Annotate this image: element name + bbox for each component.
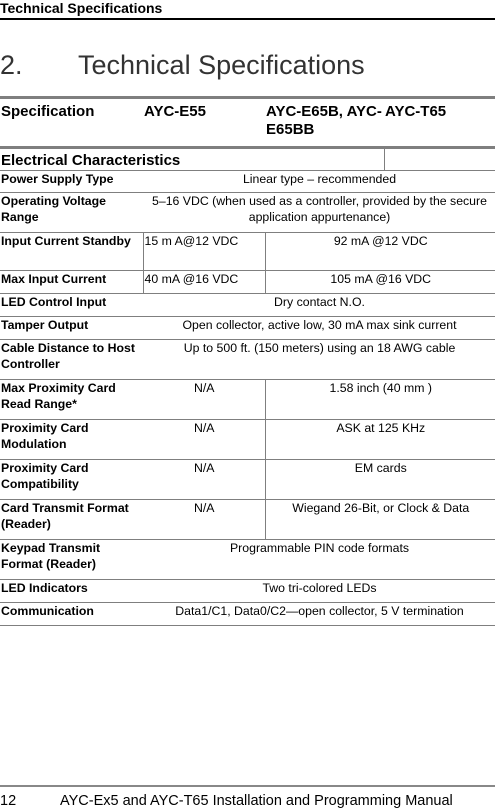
row-label: Max Input Current [0,271,143,294]
table-row [0,500,495,540]
row-value-all: 5–16 VDC (when used as a controller, provided by the secure application appurtenance) [143,193,495,233]
table-row [0,540,495,580]
row-value-e55: N/A [143,420,265,460]
row-value-rest: ASK at 125 KHz [265,420,495,460]
table-row [0,271,495,294]
row-value-rest: 92 mA @12 VDC [265,233,495,271]
col-header-ayc-t65: AYC-T65 [384,98,495,148]
row-value-all: Data1/C1, Data0/C2—open collector, 5 V termination [143,603,495,626]
table-row [0,603,495,626]
table-row [0,193,495,233]
row-label: LED Indicators [0,580,143,603]
table-row [0,380,495,420]
table-row [0,294,495,317]
row-label: Power Supply Type [0,171,143,193]
section-title-text: Technical Specifications [78,50,365,80]
row-value-all: Programmable PIN code formats [143,540,495,580]
row-value-all: Dry contact N.O. [143,294,495,317]
table-row [0,171,495,193]
group-empty-cell [384,148,495,171]
col-header-ayc-e65b: AYC-E65B, AYC-E65BB [265,98,384,148]
page-number: 12 [0,793,17,809]
table-row [0,340,495,380]
row-label: Tamper Output [0,317,143,340]
row-value-all: Linear type – recommended [143,171,495,193]
group-row [0,148,495,171]
row-label: Operating Voltage Range [0,193,143,233]
row-value-e55: 40 mA @16 VDC [143,271,265,294]
row-label: Proximity Card Compatibility [0,460,143,500]
row-label: Cable Distance to Host Controller [0,340,143,380]
row-value-e55: N/A [143,380,265,420]
row-value-e55: N/A [143,460,265,500]
running-header: Technical Specifications [0,0,495,20]
col-header-specification: Specification [0,98,143,148]
table-row [0,460,495,500]
table-header-row [0,98,495,148]
row-value-rest: 1.58 inch (40 mm ) [265,380,495,420]
row-value-rest: 105 mA @16 VDC [265,271,495,294]
table-row [0,420,495,460]
row-label: Proximity Card Modulation [0,420,143,460]
row-label: LED Control Input [0,294,143,317]
page-footer [0,785,495,812]
group-label: Electrical Characteristics [0,148,384,171]
table-row [0,317,495,340]
row-label: Keypad Transmit Format (Reader) [0,540,143,580]
row-label: Communication [0,603,143,626]
row-value-e55: N/A [143,500,265,540]
section-number: 2. [0,50,23,80]
row-value-all: Up to 500 ft. (150 meters) using an 18 AWG cable [143,340,495,380]
row-label: Max Proximity Card Read Range* [0,380,143,420]
row-value-e55: 15 m A@12 VDC [143,233,265,271]
row-value-rest: Wiegand 26-Bit, or Clock & Data [265,500,495,540]
row-value-rest: EM cards [265,460,495,500]
table-row [0,233,495,271]
footer-title: AYC-Ex5 and AYC-T65 Installation and Programming Manual [60,793,453,809]
row-label: Input Current Standby [0,233,143,271]
table-row [0,580,495,603]
row-value-all: Open collector, active low, 30 mA max sink current [143,317,495,340]
row-value-all: Two tri-colored LEDs [143,580,495,603]
col-header-ayc-e55: AYC-E55 [143,98,265,148]
row-label: Card Transmit Format (Reader) [0,500,143,540]
spec-table [0,96,495,626]
section-title [0,50,365,81]
